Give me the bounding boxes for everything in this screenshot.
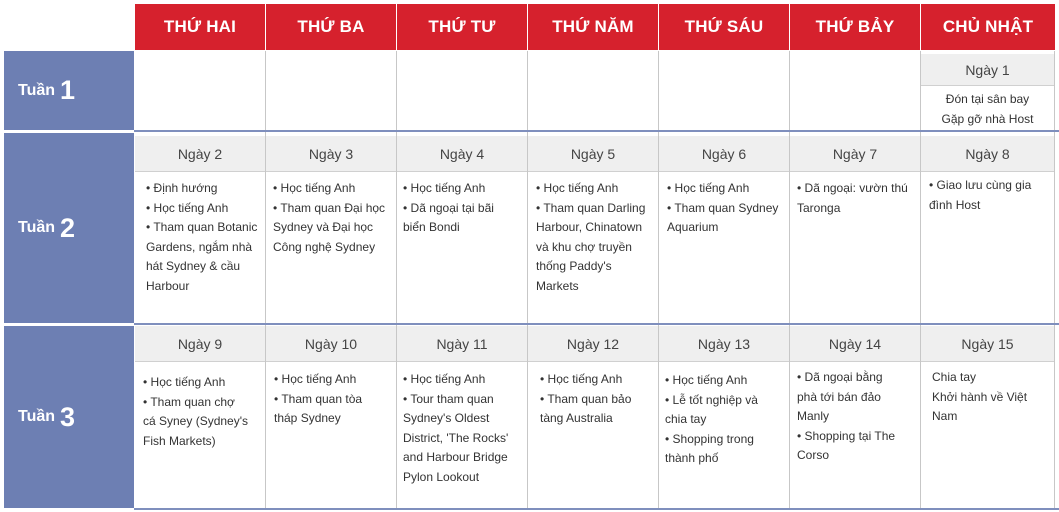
activity: chia tay [665, 412, 707, 426]
week-1-label [4, 51, 134, 130]
activity: Taronga [797, 200, 841, 215]
day-activities [797, 179, 919, 218]
activity: Aquarium [667, 220, 719, 234]
week-separator [134, 130, 1059, 132]
activity: • Dã ngoại tại bãi [403, 200, 494, 215]
day-activities [540, 370, 657, 429]
activity: • Định hướng [146, 181, 218, 195]
header-friday: THỨ SÁU [659, 4, 789, 50]
day-activities [797, 368, 919, 466]
activity: Manly [797, 409, 830, 423]
activity: • Tham quan Darling [536, 200, 646, 215]
week-separator [134, 508, 1059, 510]
day-header: Ngày 6 [659, 136, 789, 172]
day-header: Ngày 4 [397, 136, 527, 172]
day-header: Ngày 5 [528, 136, 658, 172]
activity: • Học tiếng Anh [403, 372, 486, 386]
day-activities [667, 179, 788, 238]
activity: Harbour [146, 278, 190, 293]
week-number: 2 [60, 212, 76, 243]
activity: • Học tiếng Anh [536, 181, 619, 195]
header-tuesday: THỨ BA [266, 4, 396, 50]
day-activities [403, 179, 525, 238]
activity: biển Bondi [403, 220, 460, 234]
activity: tàng Australia [540, 411, 613, 425]
day-header: Ngày 3 [266, 136, 396, 172]
header-saturday: THỨ BẢY [790, 4, 920, 50]
activity: phà tới bán đảo [797, 389, 881, 404]
week-word: Tuần [18, 219, 56, 236]
activity: • Tour tham quan [403, 391, 494, 406]
activity: District, 'The Rocks' [403, 430, 509, 445]
activity: Markets [536, 278, 579, 293]
week-number: 3 [60, 401, 76, 432]
header-monday: THỨ HAI [135, 4, 265, 50]
week-word: Tuần [18, 81, 56, 99]
activity: • Lễ tốt nghiệp và [665, 392, 758, 407]
activity: hát Sydney & cầu [146, 259, 241, 273]
day-header: Ngày 2 [135, 136, 265, 172]
activity: • Tham quan bảo [540, 391, 632, 406]
activity: Sydney's Oldest [403, 411, 490, 425]
day-activities [403, 370, 526, 487]
grid-line [1054, 51, 1055, 508]
day-activities [665, 371, 788, 469]
day-activities [146, 179, 264, 296]
week-2-label [4, 133, 134, 323]
activity: • Học tiếng Anh [403, 181, 486, 195]
activity: Khởi hành về Việt [932, 389, 1028, 404]
activity: thống Paddy's [536, 259, 612, 273]
day-header: Ngày 13 [659, 326, 789, 362]
grid-line [265, 51, 266, 508]
activity: • Học tiếng Anh [274, 372, 357, 386]
week-separator [134, 323, 1059, 325]
activity: Chia tay [932, 370, 977, 384]
activity: • Tham quan tòa [274, 391, 363, 406]
day-activities [932, 368, 1052, 427]
grid-line [527, 51, 528, 508]
week-word: Tuần [18, 408, 56, 425]
day-activities [921, 90, 1054, 129]
activity: Đón tại sân bay [945, 92, 1030, 106]
activity: Harbour, Chinatown [536, 220, 643, 234]
week-3-label [4, 326, 134, 508]
day-activities [929, 176, 1052, 215]
activity: • Học tiếng Anh [143, 375, 226, 389]
day-activities [536, 179, 657, 296]
activity: Gặp gỡ nhà Host [941, 111, 1034, 126]
day-header: Ngày 1 [921, 54, 1054, 86]
activity: Pylon Lookout [403, 469, 480, 484]
day-header: Ngày 11 [397, 326, 527, 362]
activity: Gardens, ngắm nhà [146, 239, 253, 254]
activity: thành phố [665, 451, 719, 465]
grid-line [789, 51, 790, 508]
activity: Nam [932, 409, 958, 423]
day-header: Ngày 12 [528, 326, 658, 362]
day-header: Ngày 8 [921, 136, 1054, 172]
week-number: 1 [60, 75, 76, 105]
activity: • Dã ngoại bằng [797, 370, 883, 384]
activity: • Giao lưu cùng gia [929, 178, 1032, 192]
grid-line [658, 51, 659, 508]
activity: Fish Markets) [143, 433, 216, 448]
grid-line [396, 51, 397, 508]
day-activities [274, 370, 395, 429]
day-activities [273, 179, 395, 257]
header-sunday: CHỦ NHẬT [921, 4, 1055, 50]
activity: • Shopping trong [665, 431, 754, 446]
activity: • Tham quan Sydney [667, 200, 779, 215]
activity: • Học tiếng Anh [665, 373, 748, 387]
day-header: Ngày 9 [135, 326, 265, 362]
day-header: Ngày 15 [921, 326, 1054, 362]
activity: đình Host [929, 197, 981, 212]
activity: Công nghệ Sydney [273, 239, 376, 254]
activity: • Học tiếng Anh [273, 181, 356, 195]
activity: • Tham quan Đại học [273, 200, 386, 215]
activity: • Dã ngoại: vườn thú [797, 181, 908, 195]
activity: và khu chợ truyền [536, 239, 632, 254]
day-header: Ngày 7 [790, 136, 920, 172]
activity: tháp Sydney [274, 411, 341, 425]
activity: • Học tiếng Anh [146, 200, 229, 215]
activity: Sydney và Đại học [273, 220, 374, 234]
day-header: Ngày 10 [266, 326, 396, 362]
day-header: Ngày 14 [790, 326, 920, 362]
activity: • Tham quan Botanic [146, 220, 258, 234]
day-activities [143, 373, 264, 451]
header-wednesday: THỨ TƯ [397, 4, 527, 50]
activity: • Tham quan chợ [143, 394, 235, 409]
header-thursday: THỨ NĂM [528, 4, 658, 50]
activity: • Học tiếng Anh [667, 181, 750, 195]
activity: and Harbour Bridge [403, 450, 508, 464]
activity: Corso [797, 448, 830, 462]
activity: • Shopping tại The [797, 428, 896, 443]
activity: • Học tiếng Anh [540, 372, 623, 386]
activity: cá Syney (Sydney's [143, 414, 249, 428]
